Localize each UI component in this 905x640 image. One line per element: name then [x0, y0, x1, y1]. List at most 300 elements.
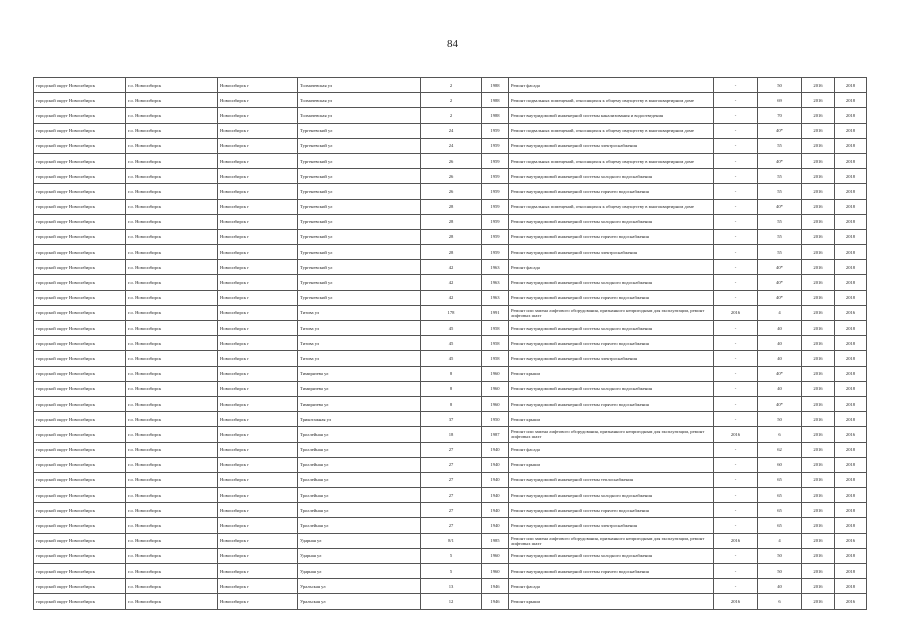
- period-cell: -: [714, 548, 758, 563]
- district-cell: г.о. Новосибирск: [126, 321, 218, 336]
- start-year-cell: 2016: [802, 245, 835, 260]
- value-cell: 40*: [758, 396, 802, 411]
- district-cell: г.о. Новосибирск: [126, 260, 218, 275]
- house-number-cell: 2: [421, 93, 482, 108]
- period-cell: -: [714, 442, 758, 457]
- year-built-cell: 1958: [482, 336, 509, 351]
- start-year-cell: 2016: [802, 381, 835, 396]
- municipality-cell: городской округ Новосибирск: [34, 93, 126, 108]
- value-cell: 6: [758, 594, 802, 609]
- municipality-cell: городской округ Новосибирск: [34, 472, 126, 487]
- value-cell: 55: [758, 214, 802, 229]
- repair-type-cell: Ремонт подвальных помещений, относящихся к общему имуществу в многоквартирном доме: [509, 93, 714, 108]
- table-row: [34, 564, 867, 579]
- year-built-cell: 1940: [482, 488, 509, 503]
- period-cell: -: [714, 93, 758, 108]
- year-built-cell: 1959: [482, 214, 509, 229]
- repair-type-cell: Ремонт внутридомовой инженерной системы горячего водоснабжения: [509, 184, 714, 199]
- repair-type-cell: Ремонт крыши: [509, 366, 714, 381]
- start-year-cell: 2016: [802, 457, 835, 472]
- period-cell: -: [714, 78, 758, 93]
- house-number-cell: 12: [421, 594, 482, 609]
- end-year-cell: 2018: [835, 229, 867, 244]
- city-cell: Новосибирск г: [218, 488, 298, 503]
- period-cell: -: [714, 381, 758, 396]
- repair-type-cell: Ремонт внутридомовой инженерной системы холодного водоснабжения: [509, 488, 714, 503]
- house-number-cell: 8: [421, 366, 482, 381]
- district-cell: г.о. Новосибирск: [126, 472, 218, 487]
- start-year-cell: 2016: [802, 305, 835, 320]
- year-built-cell: 1963: [482, 290, 509, 305]
- year-built-cell: 1940: [482, 457, 509, 472]
- period-cell: -: [714, 260, 758, 275]
- municipality-cell: городской округ Новосибирск: [34, 442, 126, 457]
- value-cell: 55: [758, 245, 802, 260]
- street-cell: Троллейная ул: [298, 472, 421, 487]
- municipality-cell: городской округ Новосибирск: [34, 78, 126, 93]
- start-year-cell: 2016: [802, 336, 835, 351]
- district-cell: г.о. Новосибирск: [126, 290, 218, 305]
- period-cell: 2016: [714, 533, 758, 548]
- municipality-cell: городской округ Новосибирск: [34, 381, 126, 396]
- municipality-cell: городской округ Новосибирск: [34, 305, 126, 320]
- period-cell: -: [714, 138, 758, 153]
- value-cell: 40: [758, 321, 802, 336]
- table-row: [34, 321, 867, 336]
- repair-type-cell: Ремонт внутридомовой инженерной системы холодного водоснабжения: [509, 275, 714, 290]
- repair-type-cell: Ремонт внутридомовой инженерной системы холодного водоснабжения: [509, 169, 714, 184]
- value-cell: 40: [758, 381, 802, 396]
- table-row: [34, 78, 867, 93]
- end-year-cell: 2018: [835, 457, 867, 472]
- district-cell: г.о. Новосибирск: [126, 78, 218, 93]
- table-row: [34, 169, 867, 184]
- start-year-cell: 2016: [802, 78, 835, 93]
- year-built-cell: 1946: [482, 594, 509, 609]
- house-number-cell: 28: [421, 214, 482, 229]
- value-cell: 40: [758, 351, 802, 366]
- repair-type-cell: Ремонт фасада: [509, 260, 714, 275]
- period-cell: -: [714, 564, 758, 579]
- year-built-cell: 1960: [482, 396, 509, 411]
- repair-type-cell: Ремонт или замена лифтового оборудования, признанного непригодным для эксплуатации, ремонт лифтовых шахт: [509, 533, 714, 548]
- street-cell: Тургеневский ул: [298, 229, 421, 244]
- year-built-cell: 1940: [482, 472, 509, 487]
- start-year-cell: 2016: [802, 214, 835, 229]
- start-year-cell: 2016: [802, 412, 835, 427]
- table-row: [34, 503, 867, 518]
- municipality-cell: городской округ Новосибирск: [34, 533, 126, 548]
- house-number-cell: 45: [421, 336, 482, 351]
- repair-type-cell: Ремонт внутридомовой инженерной системы горячего водоснабжения: [509, 503, 714, 518]
- district-cell: г.о. Новосибирск: [126, 381, 218, 396]
- street-cell: Трикотажная ул: [298, 412, 421, 427]
- year-built-cell: 1988: [482, 93, 509, 108]
- period-cell: -: [714, 457, 758, 472]
- district-cell: г.о. Новосибирск: [126, 199, 218, 214]
- street-cell: Ударная ул: [298, 564, 421, 579]
- street-cell: Тургеневский ул: [298, 138, 421, 153]
- repair-type-cell: Ремонт или замена лифтового оборудования, признанного непригодным для эксплуатации, ремонт лифтовых шахт: [509, 305, 714, 320]
- repair-type-cell: Ремонт внутридомовой инженерной системы холодного водоснабжения: [509, 214, 714, 229]
- house-number-cell: 27: [421, 457, 482, 472]
- end-year-cell: 2018: [835, 351, 867, 366]
- house-number-cell: 13: [421, 579, 482, 594]
- end-year-cell: 2018: [835, 93, 867, 108]
- table-row: [34, 260, 867, 275]
- repair-type-cell: Ремонт крыши: [509, 457, 714, 472]
- table-row: [34, 381, 867, 396]
- repair-type-cell: Ремонт внутридомовой инженерной системы электроснабжения: [509, 245, 714, 260]
- year-built-cell: 1940: [482, 518, 509, 533]
- municipality-cell: городской округ Новосибирск: [34, 199, 126, 214]
- end-year-cell: 2018: [835, 488, 867, 503]
- district-cell: г.о. Новосибирск: [126, 153, 218, 168]
- end-year-cell: 2018: [835, 472, 867, 487]
- value-cell: 65: [758, 503, 802, 518]
- street-cell: Троллейная ул: [298, 488, 421, 503]
- end-year-cell: 2018: [835, 214, 867, 229]
- value-cell: 55: [758, 229, 802, 244]
- period-cell: -: [714, 518, 758, 533]
- value-cell: 40: [758, 336, 802, 351]
- city-cell: Новосибирск г: [218, 336, 298, 351]
- city-cell: Новосибирск г: [218, 138, 298, 153]
- table-row: [34, 245, 867, 260]
- page-number: 84: [447, 38, 458, 50]
- year-built-cell: 1959: [482, 184, 509, 199]
- repair-type-cell: Ремонт подвальных помещений, относящихся к общему имуществу в многоквартирном доме: [509, 199, 714, 214]
- value-cell: 50: [758, 564, 802, 579]
- municipality-cell: городской округ Новосибирск: [34, 518, 126, 533]
- repair-type-cell: Ремонт внутридомовой инженерной системы холодного водоснабжения: [509, 548, 714, 563]
- house-number-cell: 8: [421, 381, 482, 396]
- city-cell: Новосибирск г: [218, 305, 298, 320]
- year-built-cell: 1963: [482, 260, 509, 275]
- value-cell: 60: [758, 457, 802, 472]
- table-row: [34, 275, 867, 290]
- district-cell: г.о. Новосибирск: [126, 412, 218, 427]
- district-cell: г.о. Новосибирск: [126, 427, 218, 442]
- city-cell: Новосибирск г: [218, 351, 298, 366]
- value-cell: 65: [758, 472, 802, 487]
- house-number-cell: 27: [421, 503, 482, 518]
- city-cell: Новосибирск г: [218, 93, 298, 108]
- city-cell: Новосибирск г: [218, 214, 298, 229]
- repair-type-cell: Ремонт фасада: [509, 442, 714, 457]
- year-built-cell: 1987: [482, 427, 509, 442]
- municipality-cell: городской округ Новосибирск: [34, 412, 126, 427]
- end-year-cell: 2018: [835, 78, 867, 93]
- period-cell: -: [714, 579, 758, 594]
- start-year-cell: 2016: [802, 229, 835, 244]
- table-row: [34, 427, 867, 442]
- end-year-cell: 2016: [835, 427, 867, 442]
- city-cell: Новосибирск г: [218, 412, 298, 427]
- city-cell: Новосибирск г: [218, 427, 298, 442]
- start-year-cell: 2016: [802, 184, 835, 199]
- city-cell: Новосибирск г: [218, 153, 298, 168]
- house-number-cell: 8/1: [421, 533, 482, 548]
- end-year-cell: 2018: [835, 336, 867, 351]
- table-row: [34, 472, 867, 487]
- street-cell: Титова ул: [298, 321, 421, 336]
- house-number-cell: 178: [421, 305, 482, 320]
- street-cell: Титова ул: [298, 336, 421, 351]
- table-row: [34, 199, 867, 214]
- district-cell: г.о. Новосибирск: [126, 564, 218, 579]
- municipality-cell: городской округ Новосибирск: [34, 579, 126, 594]
- street-cell: Троллейная ул: [298, 457, 421, 472]
- end-year-cell: 2018: [835, 290, 867, 305]
- start-year-cell: 2016: [802, 594, 835, 609]
- period-cell: -: [714, 214, 758, 229]
- period-cell: -: [714, 366, 758, 381]
- value-cell: 40*: [758, 275, 802, 290]
- table-row: [34, 548, 867, 563]
- municipality-cell: городской округ Новосибирск: [34, 366, 126, 381]
- district-cell: г.о. Новосибирск: [126, 305, 218, 320]
- year-built-cell: 1946: [482, 579, 509, 594]
- house-number-cell: 5: [421, 548, 482, 563]
- street-cell: Толмачевская ул: [298, 78, 421, 93]
- end-year-cell: 2018: [835, 199, 867, 214]
- start-year-cell: 2016: [802, 108, 835, 123]
- end-year-cell: 2018: [835, 366, 867, 381]
- district-cell: г.о. Новосибирск: [126, 336, 218, 351]
- municipality-cell: городской округ Новосибирск: [34, 351, 126, 366]
- year-built-cell: 1960: [482, 548, 509, 563]
- municipality-cell: городской округ Новосибирск: [34, 138, 126, 153]
- municipality-cell: городской округ Новосибирск: [34, 548, 126, 563]
- municipality-cell: городской округ Новосибирск: [34, 108, 126, 123]
- start-year-cell: 2016: [802, 503, 835, 518]
- municipality-cell: городской округ Новосибирск: [34, 153, 126, 168]
- start-year-cell: 2016: [802, 472, 835, 487]
- house-number-cell: 24: [421, 138, 482, 153]
- table-row: [34, 533, 867, 548]
- table-row: [34, 579, 867, 594]
- district-cell: г.о. Новосибирск: [126, 518, 218, 533]
- value-cell: 40*: [758, 290, 802, 305]
- district-cell: г.о. Новосибирск: [126, 108, 218, 123]
- value-cell: 55: [758, 184, 802, 199]
- value-cell: 50: [758, 548, 802, 563]
- street-cell: Титова ул: [298, 305, 421, 320]
- period-cell: -: [714, 336, 758, 351]
- house-number-cell: 28: [421, 245, 482, 260]
- district-cell: г.о. Новосибирск: [126, 229, 218, 244]
- end-year-cell: 2018: [835, 564, 867, 579]
- end-year-cell: 2018: [835, 442, 867, 457]
- period-cell: -: [714, 245, 758, 260]
- repair-program-table: [33, 77, 867, 610]
- period-cell: 2016: [714, 594, 758, 609]
- city-cell: Новосибирск г: [218, 518, 298, 533]
- value-cell: 40*: [758, 366, 802, 381]
- district-cell: г.о. Новосибирск: [126, 533, 218, 548]
- repair-type-cell: Ремонт внутридомовой инженерной системы электроснабжения: [509, 351, 714, 366]
- district-cell: г.о. Новосибирск: [126, 138, 218, 153]
- end-year-cell: 2018: [835, 153, 867, 168]
- year-built-cell: 1959: [482, 138, 509, 153]
- end-year-cell: 2016: [835, 305, 867, 320]
- street-cell: Тургеневский ул: [298, 123, 421, 138]
- year-built-cell: 1959: [482, 229, 509, 244]
- table-row: [34, 123, 867, 138]
- end-year-cell: 2018: [835, 123, 867, 138]
- street-cell: Тургеневский ул: [298, 214, 421, 229]
- house-number-cell: 8: [421, 396, 482, 411]
- start-year-cell: 2016: [802, 366, 835, 381]
- table-row: [34, 366, 867, 381]
- city-cell: Новосибирск г: [218, 184, 298, 199]
- house-number-cell: 37: [421, 412, 482, 427]
- repair-type-cell: Ремонт внутридомовой инженерной системы канализования и водоотведения: [509, 108, 714, 123]
- value-cell: 69: [758, 93, 802, 108]
- table-row: [34, 184, 867, 199]
- city-cell: Новосибирск г: [218, 396, 298, 411]
- street-cell: Тургеневский ул: [298, 199, 421, 214]
- table-row: [34, 305, 867, 320]
- period-cell: -: [714, 108, 758, 123]
- start-year-cell: 2016: [802, 290, 835, 305]
- year-built-cell: 1985: [482, 533, 509, 548]
- year-built-cell: 1959: [482, 123, 509, 138]
- district-cell: г.о. Новосибирск: [126, 488, 218, 503]
- repair-type-cell: Ремонт внутридомовой инженерной системы горячего водоснабжения: [509, 564, 714, 579]
- value-cell: 50: [758, 78, 802, 93]
- street-cell: Тургеневский ул: [298, 184, 421, 199]
- period-cell: -: [714, 396, 758, 411]
- period-cell: -: [714, 123, 758, 138]
- municipality-cell: городской округ Новосибирск: [34, 290, 126, 305]
- period-cell: -: [714, 351, 758, 366]
- house-number-cell: 28: [421, 229, 482, 244]
- value-cell: 65: [758, 488, 802, 503]
- year-built-cell: 1959: [482, 169, 509, 184]
- repair-type-cell: Ремонт внутридомовой инженерной системы холодного водоснабжения: [509, 321, 714, 336]
- street-cell: Тимирязева ул: [298, 381, 421, 396]
- year-built-cell: 1991: [482, 305, 509, 320]
- street-cell: Тимирязева ул: [298, 396, 421, 411]
- street-cell: Титова ул: [298, 351, 421, 366]
- start-year-cell: 2016: [802, 533, 835, 548]
- street-cell: Тургеневский ул: [298, 245, 421, 260]
- end-year-cell: 2018: [835, 579, 867, 594]
- repair-type-cell: Ремонт фасада: [509, 78, 714, 93]
- district-cell: г.о. Новосибирск: [126, 169, 218, 184]
- table-row: [34, 336, 867, 351]
- street-cell: Уральская ул: [298, 594, 421, 609]
- city-cell: Новосибирск г: [218, 564, 298, 579]
- end-year-cell: 2018: [835, 275, 867, 290]
- repair-type-cell: Ремонт внутридомовой инженерной системы холодного водоснабжения: [509, 381, 714, 396]
- house-number-cell: 42: [421, 275, 482, 290]
- district-cell: г.о. Новосибирск: [126, 123, 218, 138]
- municipality-cell: городской округ Новосибирск: [34, 184, 126, 199]
- end-year-cell: 2018: [835, 548, 867, 563]
- city-cell: Новосибирск г: [218, 229, 298, 244]
- end-year-cell: 2018: [835, 138, 867, 153]
- house-number-cell: 26: [421, 153, 482, 168]
- value-cell: 70: [758, 108, 802, 123]
- street-cell: Тургеневский ул: [298, 290, 421, 305]
- district-cell: г.о. Новосибирск: [126, 594, 218, 609]
- repair-type-cell: Ремонт фасада: [509, 579, 714, 594]
- municipality-cell: городской округ Новосибирск: [34, 245, 126, 260]
- start-year-cell: 2016: [802, 548, 835, 563]
- period-cell: -: [714, 153, 758, 168]
- table-row: [34, 93, 867, 108]
- city-cell: Новосибирск г: [218, 503, 298, 518]
- district-cell: г.о. Новосибирск: [126, 579, 218, 594]
- street-cell: Троллейная ул: [298, 442, 421, 457]
- house-number-cell: 26: [421, 184, 482, 199]
- street-cell: Ударная ул: [298, 548, 421, 563]
- repair-type-cell: Ремонт внутридомовой инженерной системы электроснабжения: [509, 518, 714, 533]
- municipality-cell: городской округ Новосибирск: [34, 260, 126, 275]
- start-year-cell: 2016: [802, 138, 835, 153]
- repair-type-cell: Ремонт крыши: [509, 594, 714, 609]
- house-number-cell: 5: [421, 564, 482, 579]
- city-cell: Новосибирск г: [218, 472, 298, 487]
- street-cell: Троллейная ул: [298, 503, 421, 518]
- city-cell: Новосибирск г: [218, 275, 298, 290]
- city-cell: Новосибирск г: [218, 199, 298, 214]
- table-row: [34, 412, 867, 427]
- table-row: [34, 594, 867, 609]
- city-cell: Новосибирск г: [218, 169, 298, 184]
- end-year-cell: 2018: [835, 396, 867, 411]
- repair-type-cell: Ремонт подвальных помещений, относящихся к общему имуществу в многоквартирном доме: [509, 123, 714, 138]
- year-built-cell: 1958: [482, 321, 509, 336]
- municipality-cell: городской округ Новосибирск: [34, 564, 126, 579]
- house-number-cell: 42: [421, 260, 482, 275]
- table-row: [34, 488, 867, 503]
- table-row: [34, 153, 867, 168]
- repair-type-cell: Ремонт внутридомовой инженерной системы горячего водоснабжения: [509, 396, 714, 411]
- table-row: [34, 396, 867, 411]
- house-number-cell: 2: [421, 78, 482, 93]
- municipality-cell: городской округ Новосибирск: [34, 229, 126, 244]
- city-cell: Новосибирск г: [218, 579, 298, 594]
- street-cell: Толмачевская ул: [298, 93, 421, 108]
- value-cell: 40*: [758, 260, 802, 275]
- house-number-cell: 45: [421, 321, 482, 336]
- value-cell: 50: [758, 412, 802, 427]
- street-cell: Уральская ул: [298, 579, 421, 594]
- street-cell: Ударная ул: [298, 533, 421, 548]
- district-cell: г.о. Новосибирск: [126, 245, 218, 260]
- house-number-cell: 28: [421, 199, 482, 214]
- district-cell: г.о. Новосибирск: [126, 396, 218, 411]
- start-year-cell: 2016: [802, 153, 835, 168]
- end-year-cell: 2018: [835, 108, 867, 123]
- table-row: [34, 229, 867, 244]
- city-cell: Новосибирск г: [218, 290, 298, 305]
- district-cell: г.о. Новосибирск: [126, 93, 218, 108]
- municipality-cell: городской округ Новосибирск: [34, 427, 126, 442]
- start-year-cell: 2016: [802, 123, 835, 138]
- municipality-cell: городской округ Новосибирск: [34, 321, 126, 336]
- repair-type-cell: Ремонт внутридомовой инженерной системы горячего водоснабжения: [509, 290, 714, 305]
- value-cell: 40*: [758, 123, 802, 138]
- city-cell: Новосибирск г: [218, 594, 298, 609]
- start-year-cell: 2016: [802, 427, 835, 442]
- end-year-cell: 2016: [835, 594, 867, 609]
- municipality-cell: городской округ Новосибирск: [34, 594, 126, 609]
